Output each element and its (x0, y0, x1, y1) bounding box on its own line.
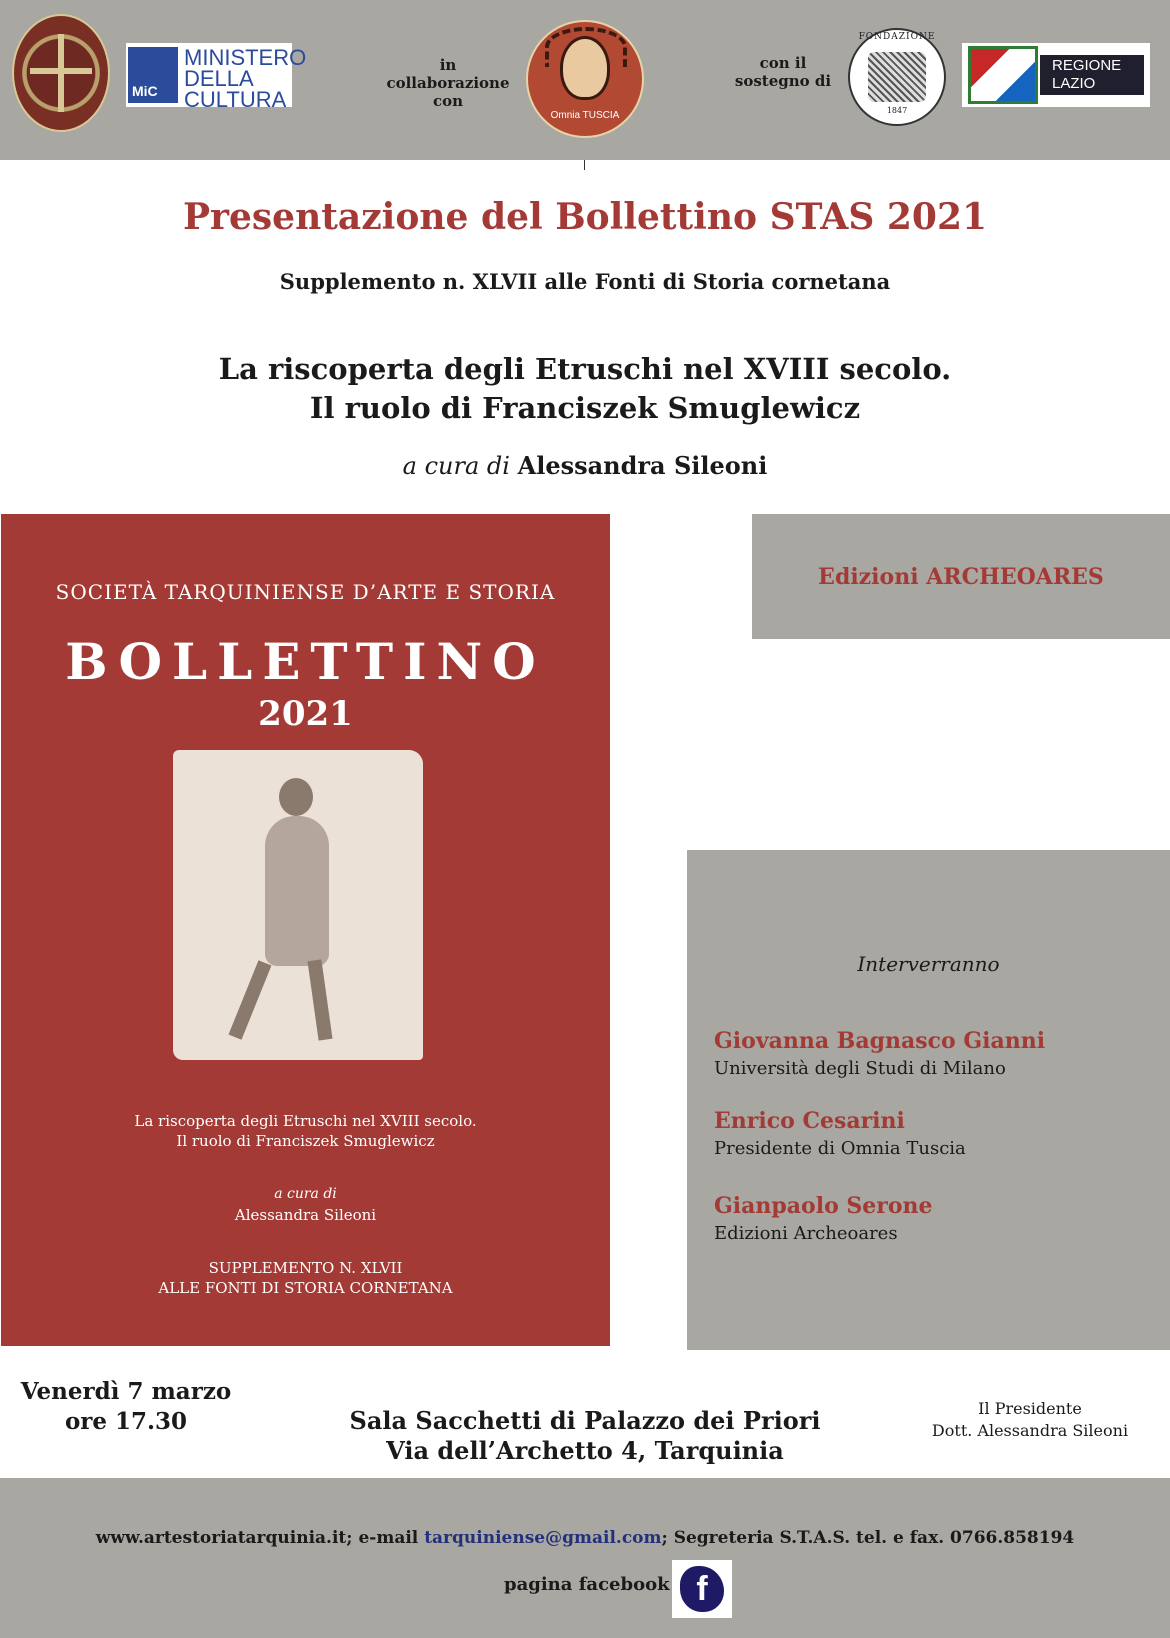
header-band (0, 0, 1170, 160)
facebook-icon[interactable]: f (672, 1560, 732, 1618)
contact-line (0, 1528, 1170, 1548)
book-cover (1, 514, 610, 1346)
cover-year: 2021 (258, 694, 353, 734)
footer-band (0, 1478, 1170, 1638)
book-title-line2: Il ruolo di Franciszek Smuglewicz (309, 391, 861, 425)
speakers-box (687, 850, 1170, 1350)
divider (584, 160, 585, 170)
event-date-time (18, 1377, 234, 1437)
cover-relief-image (173, 750, 423, 1060)
curator-name: Alessandra Sileoni (517, 451, 768, 480)
support-label: con il sostegno di (734, 54, 832, 90)
page-title: Presentazione del Bollettino STAS 2021 (182, 196, 988, 238)
curator-line (0, 451, 1170, 480)
cover-curator-prefix: a cura di (274, 1186, 337, 1202)
regione-text: REGIONE LAZIO (1040, 55, 1144, 95)
event-venue (320, 1406, 850, 1466)
book-title-line1: La riscoperta degli Etruschi nel XVIII secolo. (218, 352, 952, 386)
president-role: Il Presidente (978, 1399, 1082, 1418)
cover-curator-name: Alessandra Sileoni (234, 1206, 377, 1224)
event-time: ore 17.30 (64, 1408, 188, 1435)
subtitle: Supplemento n. XLVII alle Fonti di Storia cornetana (279, 269, 891, 294)
speaker-name: Enrico Cesarini (714, 1108, 905, 1134)
fondazione-year: 1847 (886, 106, 908, 115)
omnia-label: Omnia TUSCIA (550, 110, 620, 121)
curator-prefix: a cura di (402, 452, 510, 480)
venue-line2: Via dell’Archetto 4, Tarquinia (386, 1436, 784, 1465)
cover-supplement: SUPPLEMENTO N. XLVII ALLE FONTI DI STORIA CORNETANA (158, 1259, 453, 1297)
stas-seal-logo (12, 14, 110, 132)
president-name: Dott. Alessandra Sileoni (931, 1421, 1129, 1440)
fondazione-logo (848, 28, 946, 126)
website-link[interactable]: www.artestoriatarquinia.it; e-mail (95, 1528, 425, 1548)
facebook-label: pagina facebook (504, 1574, 670, 1595)
ministero-cultura-logo (126, 43, 307, 112)
collab-label: in collaborazione con (386, 56, 510, 110)
regione-lazio-logo (962, 43, 1150, 107)
publisher-name: Edizioni ARCHEOARES (818, 563, 1104, 590)
omnia-tuscia-logo (526, 20, 644, 138)
president-signature (920, 1398, 1140, 1442)
cover-society: SOCIETÀ TARQUINIENSE D’ARTE E STORIA (55, 580, 556, 604)
speaker-affiliation: Edizioni Archeoares (714, 1223, 898, 1244)
speakers-heading: Interverranno (857, 952, 1000, 976)
speaker-name: Gianpaolo Serone (714, 1193, 933, 1219)
cover-title: BOLLETTINO (65, 632, 546, 691)
venue-line1: Sala Sacchetti di Palazzo dei Priori (349, 1406, 821, 1435)
phone-text: ; Segreteria S.T.A.S. tel. e fax. 0766.858194 (661, 1528, 1075, 1548)
mic-badge: MiC (128, 47, 178, 103)
publisher-box (752, 514, 1170, 639)
email-link[interactable]: tarquiniense@gmail.com (424, 1528, 662, 1548)
lazio-emblem-icon (968, 46, 1038, 104)
mic-text: MINISTERO DELLA CULTURA (184, 45, 307, 112)
event-date: Venerdì 7 marzo (20, 1378, 232, 1405)
fondazione-label: FONDAZIONE (858, 32, 936, 42)
cover-book-title: La riscoperta degli Etruschi nel XVIII secolo. Il ruolo di Franciszek Smuglewicz (134, 1112, 477, 1150)
speaker-affiliation: Università degli Studi di Milano (714, 1058, 1006, 1079)
speaker-name: Giovanna Bagnasco Gianni (714, 1028, 1046, 1054)
speaker-affiliation: Presidente di Omnia Tuscia (714, 1138, 966, 1159)
